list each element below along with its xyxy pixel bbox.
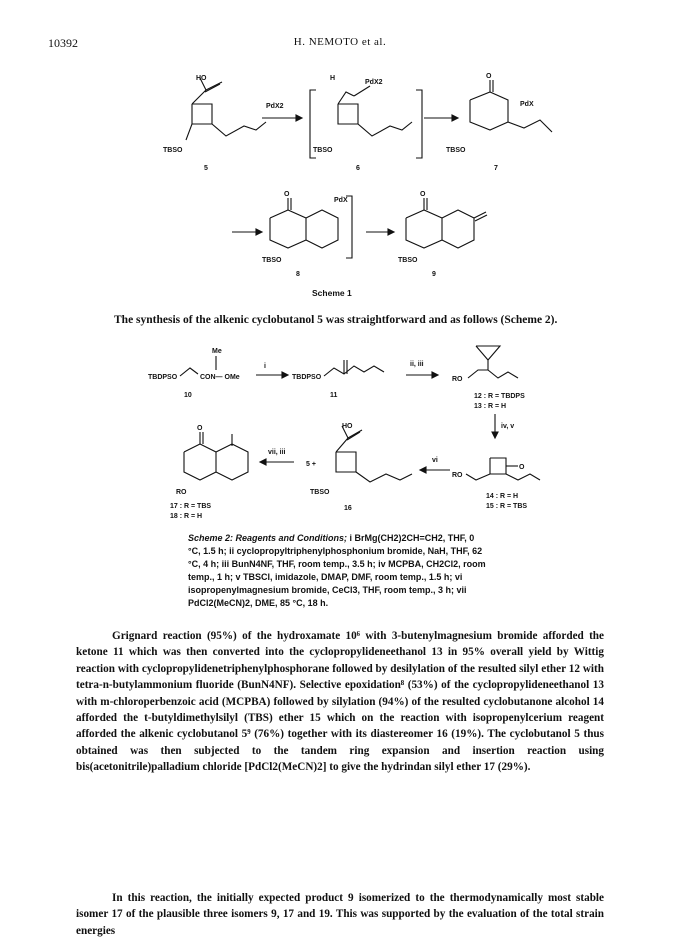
s1-5-ho: HO [196, 75, 207, 82]
s2-15-o: O [519, 464, 525, 471]
s2-label-12: 12 : R = TBDPS [474, 393, 525, 400]
s2-10-me: Me [212, 348, 222, 355]
s2-label-16: 16 [344, 505, 352, 512]
page-number: 10392 [48, 36, 78, 50]
s2-label-14: 14 : R = H [486, 493, 519, 500]
s1-label-6: 6 [356, 165, 360, 172]
s1-label-7: 7 [494, 165, 498, 172]
s2-label-15: 15 : R = TBS [486, 503, 528, 510]
running-head: H. NEMOTO et al. [293, 36, 387, 48]
scheme-1-caption: Scheme 1 [312, 288, 352, 298]
s2-17-ro: RO [176, 489, 187, 496]
scheme-2-caption-lead: Scheme 2: Reagents and Conditions; [188, 533, 348, 543]
s1-7-tbso: TBSO [446, 147, 466, 154]
s2-step-ii-iii: ii, iii [410, 361, 424, 368]
s1-9-tbso: TBSO [398, 257, 418, 264]
intro-sentence: The synthesis of the alkenic cyclobutanol 5 was straightforward and as follows (Scheme 2). [114, 314, 558, 326]
s1-9-o: O [420, 191, 426, 198]
s1-label-9: 9 [432, 271, 436, 278]
paragraph-2-text: In this reaction, the initially expected product 9 isomerized to the thermodynamically most stable isomer 17 of the plausible three isomers 9, 17 and 19. This was supported by the evaluation of the total strain energies [76, 892, 604, 937]
s2-label-18: 18 : R = H [170, 513, 203, 520]
s1-8-o: O [284, 191, 290, 198]
s1-6-h: H [330, 75, 336, 82]
s1-8-pdx: PdX [334, 197, 348, 204]
s2-15-ro: RO [452, 472, 463, 479]
paragraph-2 [76, 890, 604, 939]
scheme-2-caption [188, 532, 488, 610]
s2-16-ho: HO [342, 423, 353, 430]
s1-8-tbso: TBSO [262, 257, 282, 264]
s2-12-ro: RO [452, 376, 463, 383]
s2-11-tbdpso: TBDPSO [292, 374, 322, 381]
s2-label-17: 17 : R = TBS [170, 503, 212, 510]
s2-step-vi: vi [432, 457, 438, 464]
compound-17-structure [184, 432, 248, 480]
s1-label-5: 5 [204, 165, 208, 172]
s1-7-o: O [486, 73, 492, 80]
s2-label-11: 11 [330, 392, 338, 399]
s2-16-tbso: TBSO [310, 489, 330, 496]
s1-label-8: 8 [296, 271, 300, 278]
s1-7-pdx: PdX [520, 101, 534, 108]
s2-10-tbdpso: TBDPSO [148, 374, 178, 381]
s2-label-13: 13 : R = H [474, 403, 507, 410]
paragraph-1 [76, 628, 604, 776]
s1-5-tbso: TBSO [163, 147, 183, 154]
s1-6-pdx2: PdX2 [365, 79, 383, 86]
s2-step-iv-v: iv, v [501, 423, 515, 430]
s2-step-vii-iii: vii, iii [268, 449, 286, 456]
paragraph-1-text: Grignard reaction (95%) of the hydroxamate 10⁶ with 3-butenylmagnesium bromide afforded the ketone 11 which was then converted into the cyclopropylideneethanol 13 in 95% overall yield by Wittig reaction with cyclopropylidenetriphenylphosphorane followed by desilylation of the resulted silyl ether 12 with tetra-n-butylammonium fluoride (BunN4NF). Selective epoxidation⁸ (53%) of the cyclopropylideneethanol 13 with m-chloroperbenzoic acid (MCPBA) followed by silylation (94%) of the resulted cyclobutanone alcohol 14 afforded the t-butyldimethylsilyl (TBS) ether 15 which on the reaction with isopropenylcerium reagent afforded the alkenic cyclobutanol 5⁹ (76%) together with its diastereomer 16 (19%). The cyclobutanol 5 thus obtained was then subjected to the tandem ring expansion and insertion reaction using bis(acetonitrile)palladium chloride [PdCl2(MeCN)2] to give the hydrindan silyl ether 17 (29%). [76, 630, 604, 774]
s1-reagent: PdX2 [266, 103, 284, 110]
s1-6-tbso: TBSO [313, 147, 333, 154]
s2-step-i: i [264, 363, 266, 370]
scheme-2-caption-text: i BrMg(CH2)2CH=CH2, THF, 0 °C, 1.5 h; ii cyclopropyltriphenylphosphonium bromide, NaH, THF, 62 °C, 4 h; iii BunN4NF, THF, room temp., 3.5 h; iv MCPBA, CH2Cl2, room temp., 1 h; v TBSCl, imidazole, DMAP, DMF, room temp., 1.5 h; vi isopropenylmagnesium bromide, CeCl3, THF, room temp., 3 h; vii PdCl2(MeCN)2, DME, 85 °C, 18 h. [188, 533, 486, 608]
s2-label-10: 10 [184, 392, 192, 399]
s2-10-conome: CON— OMe [200, 374, 240, 381]
s2-plus: 5 + [306, 461, 316, 468]
s2-17-o: O [197, 425, 203, 432]
